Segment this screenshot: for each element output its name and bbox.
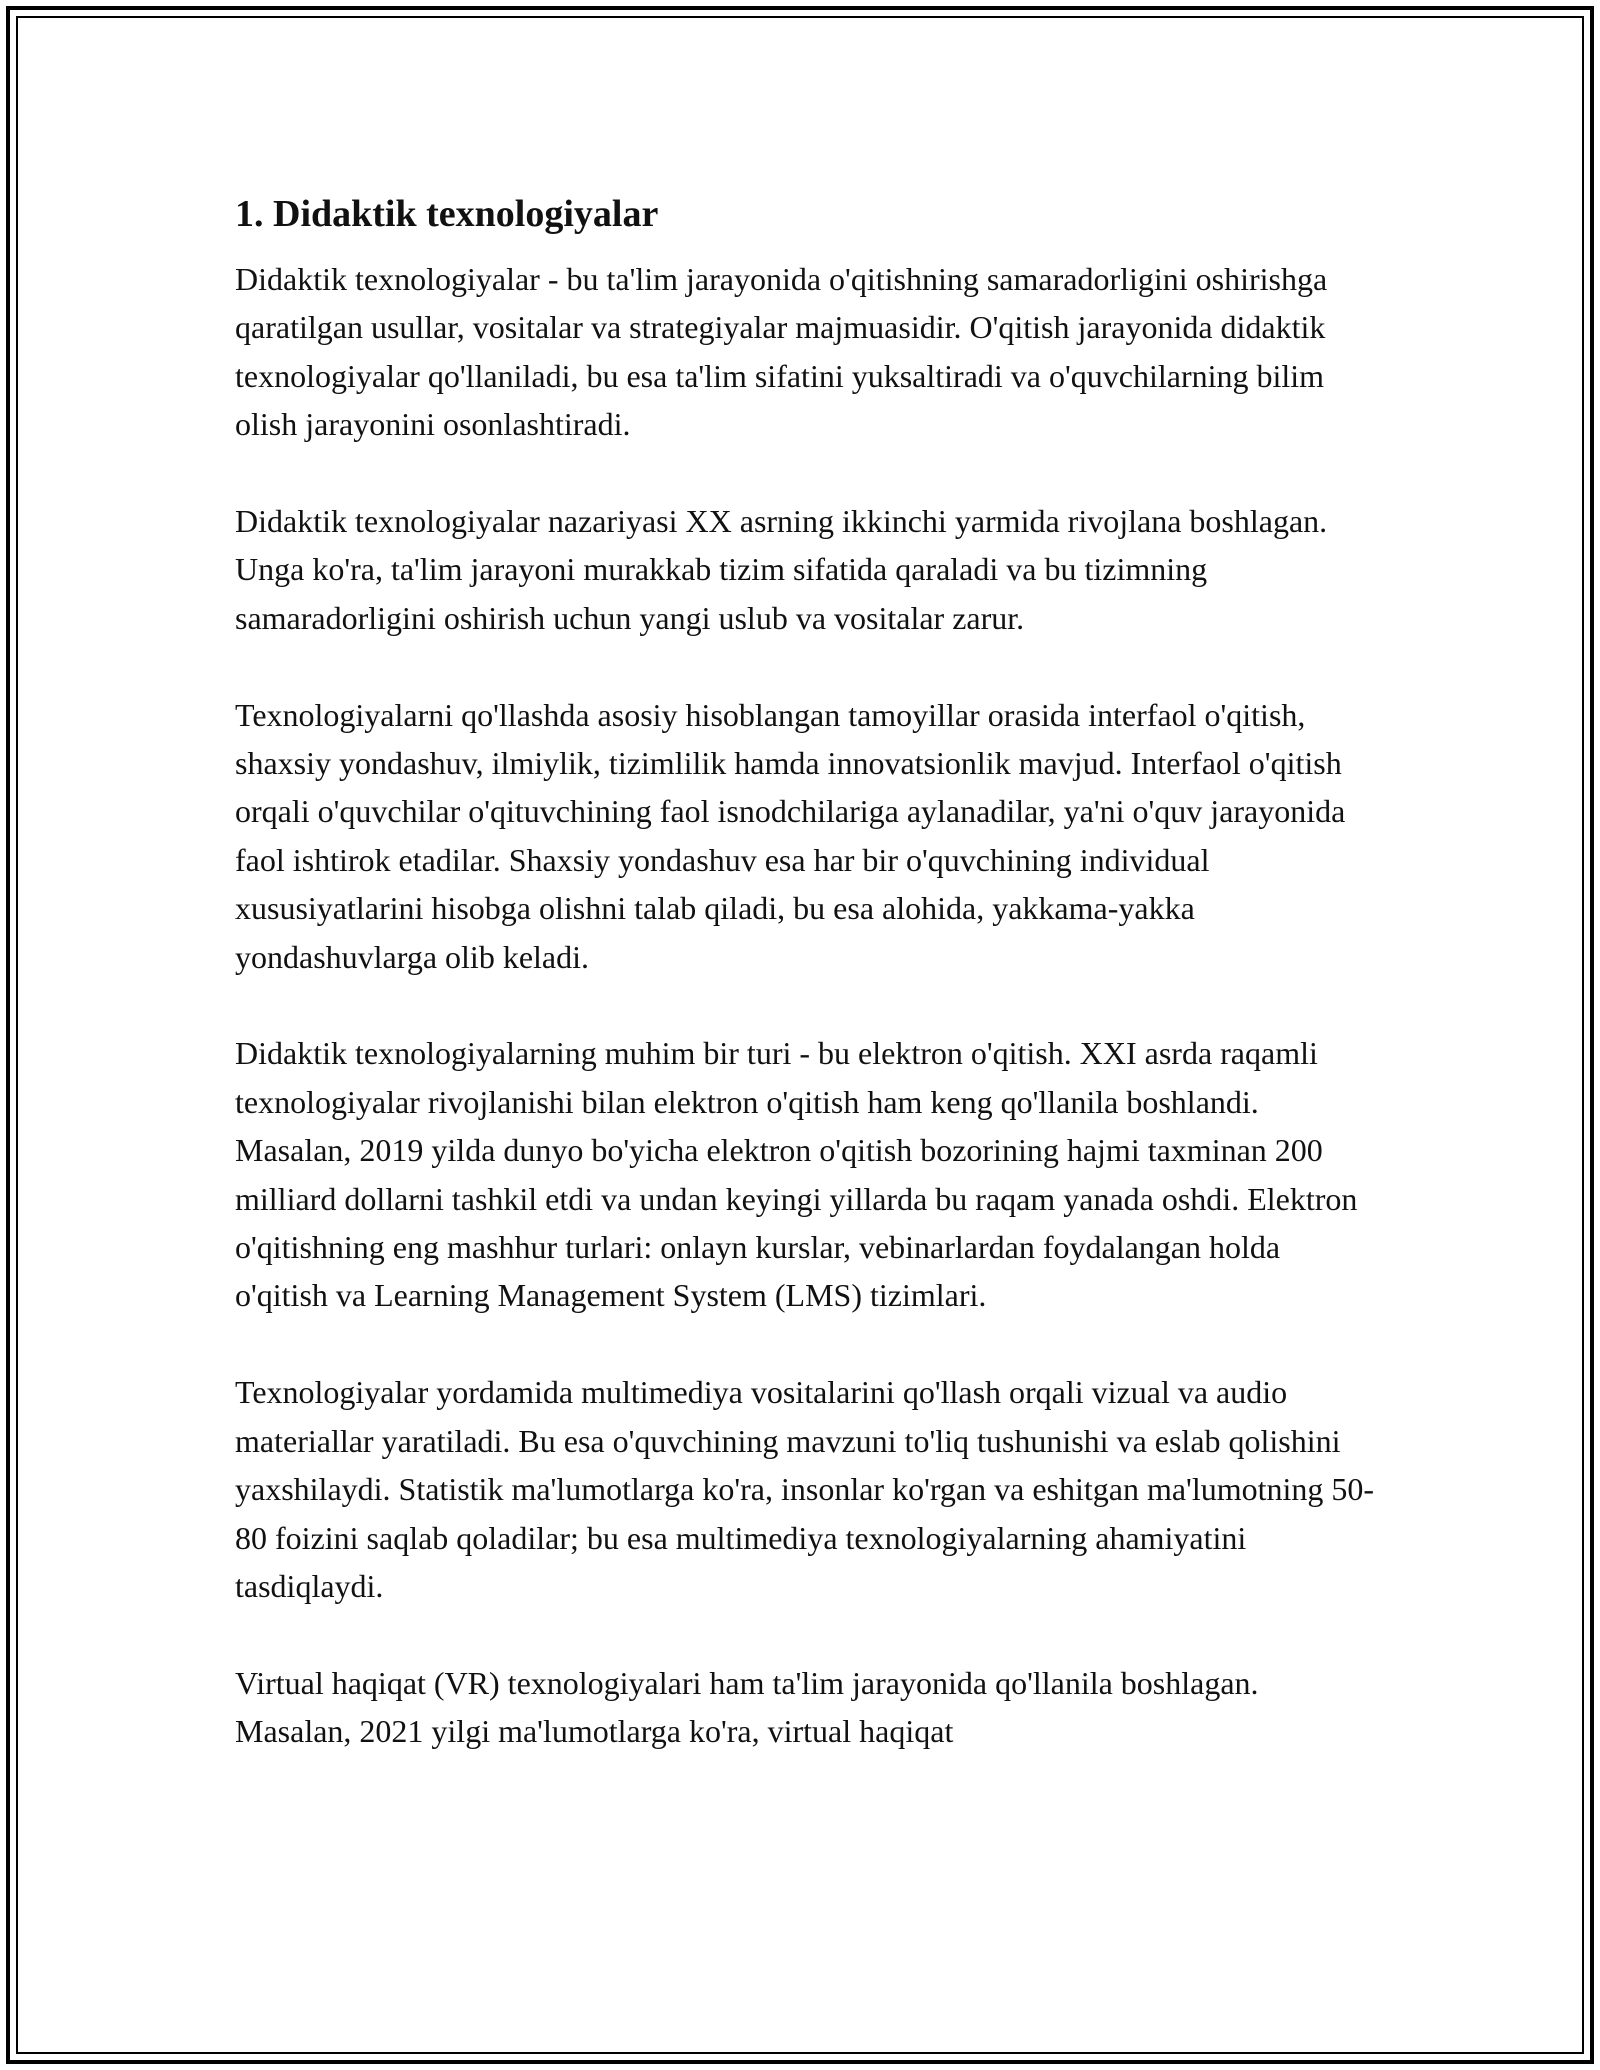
section-heading: 1. Didaktik texnologiyalar — [235, 193, 659, 235]
paragraph-4: Didaktik texnologiyalarning muhim bir turi - bu elektron o'qitish. XXI asrda raqamli texnologiyalar rivojlanishi bilan elektron o'qitish ham keng qo'llanila boshlandi. Masalan, 2019 yilda dunyo bo'yicha elektron o'qitish bozorining hajmi taxminan 200 milliard dollarni tashkil etdi va undan keyingi yillarda bu raqam yanada oshdi. Elektron o'qitishning eng mashhur turlari: onlayn kurslar, vebinarlardan foydalangan holda o'qitish va Learning Management System (LMS) tizimlari. — [235, 1035, 1358, 1314]
paragraph-2: Didaktik texnologiyalar nazariyasi XX asrning ikkinchi yarmida rivojlana boshlagan. Unga ko'ra, ta'lim jarayoni murakkab tizim sifatida qaraladi va bu tizimning samaradorligini oshirish uchun yangi uslub va vositalar zarur. — [235, 503, 1328, 636]
document-body — [235, 185, 1375, 1804]
paragraph-5: Texnologiyalar yordamida multimediya vositalarini qo'llash orqali vizual va audio materiallar yaratiladi. Bu esa o'quvchining mavzuni to'liq tushunishi va eslab qolishini yaxshilaydi. Statistik ma'lumotlarga ko'ra, insonlar ko'rgan va eshitgan ma'lumotning 50-80 foizini saqlab qoladilar; bu esa multimediya texnologiyalarning ahamiyatini tasdiqlaydi. — [235, 1374, 1375, 1604]
paragraph-1: Didaktik texnologiyalar - bu ta'lim jarayonida o'qitishning samaradorligini oshirishga qaratilgan usullar, vositalar va strategiyalar majmuasidir. O'qitish jarayonida didaktik texnologiyalar qo'llaniladi, bu esa ta'lim sifatini yuksaltiradi va o'quvchilarning bilim olish jarayonini osonlashtiradi. — [235, 261, 1328, 443]
paragraph-3: Texnologiyalarni qo'llashda asosiy hisoblangan tamoyillar orasida interfaol o'qitish, shaxsiy yondashuv, ilmiylik, tizimlilik hamda innovatsionlik mavjud. Interfaol o'qitish orqali o'quvchilar o'qituvchining faol isnodchilariga aylanadilar, ya'ni o'quv jarayonida faol ishtirok etadilar. Shaxsiy yondashuv esa har bir o'quvchining individual xususiyatlarini hisobga olishni talab qiladi, bu esa alohida, yakkama-yakka yondashuvlarga olib keladi. — [235, 696, 1346, 975]
paragraph-6: Virtual haqiqat (VR) texnologiyalari ham ta'lim jarayonida qo'llanila boshlagan. Masalan, 2021 yilgi ma'lumotlarga ko'ra, virtual haqiqat — [235, 1664, 1259, 1750]
